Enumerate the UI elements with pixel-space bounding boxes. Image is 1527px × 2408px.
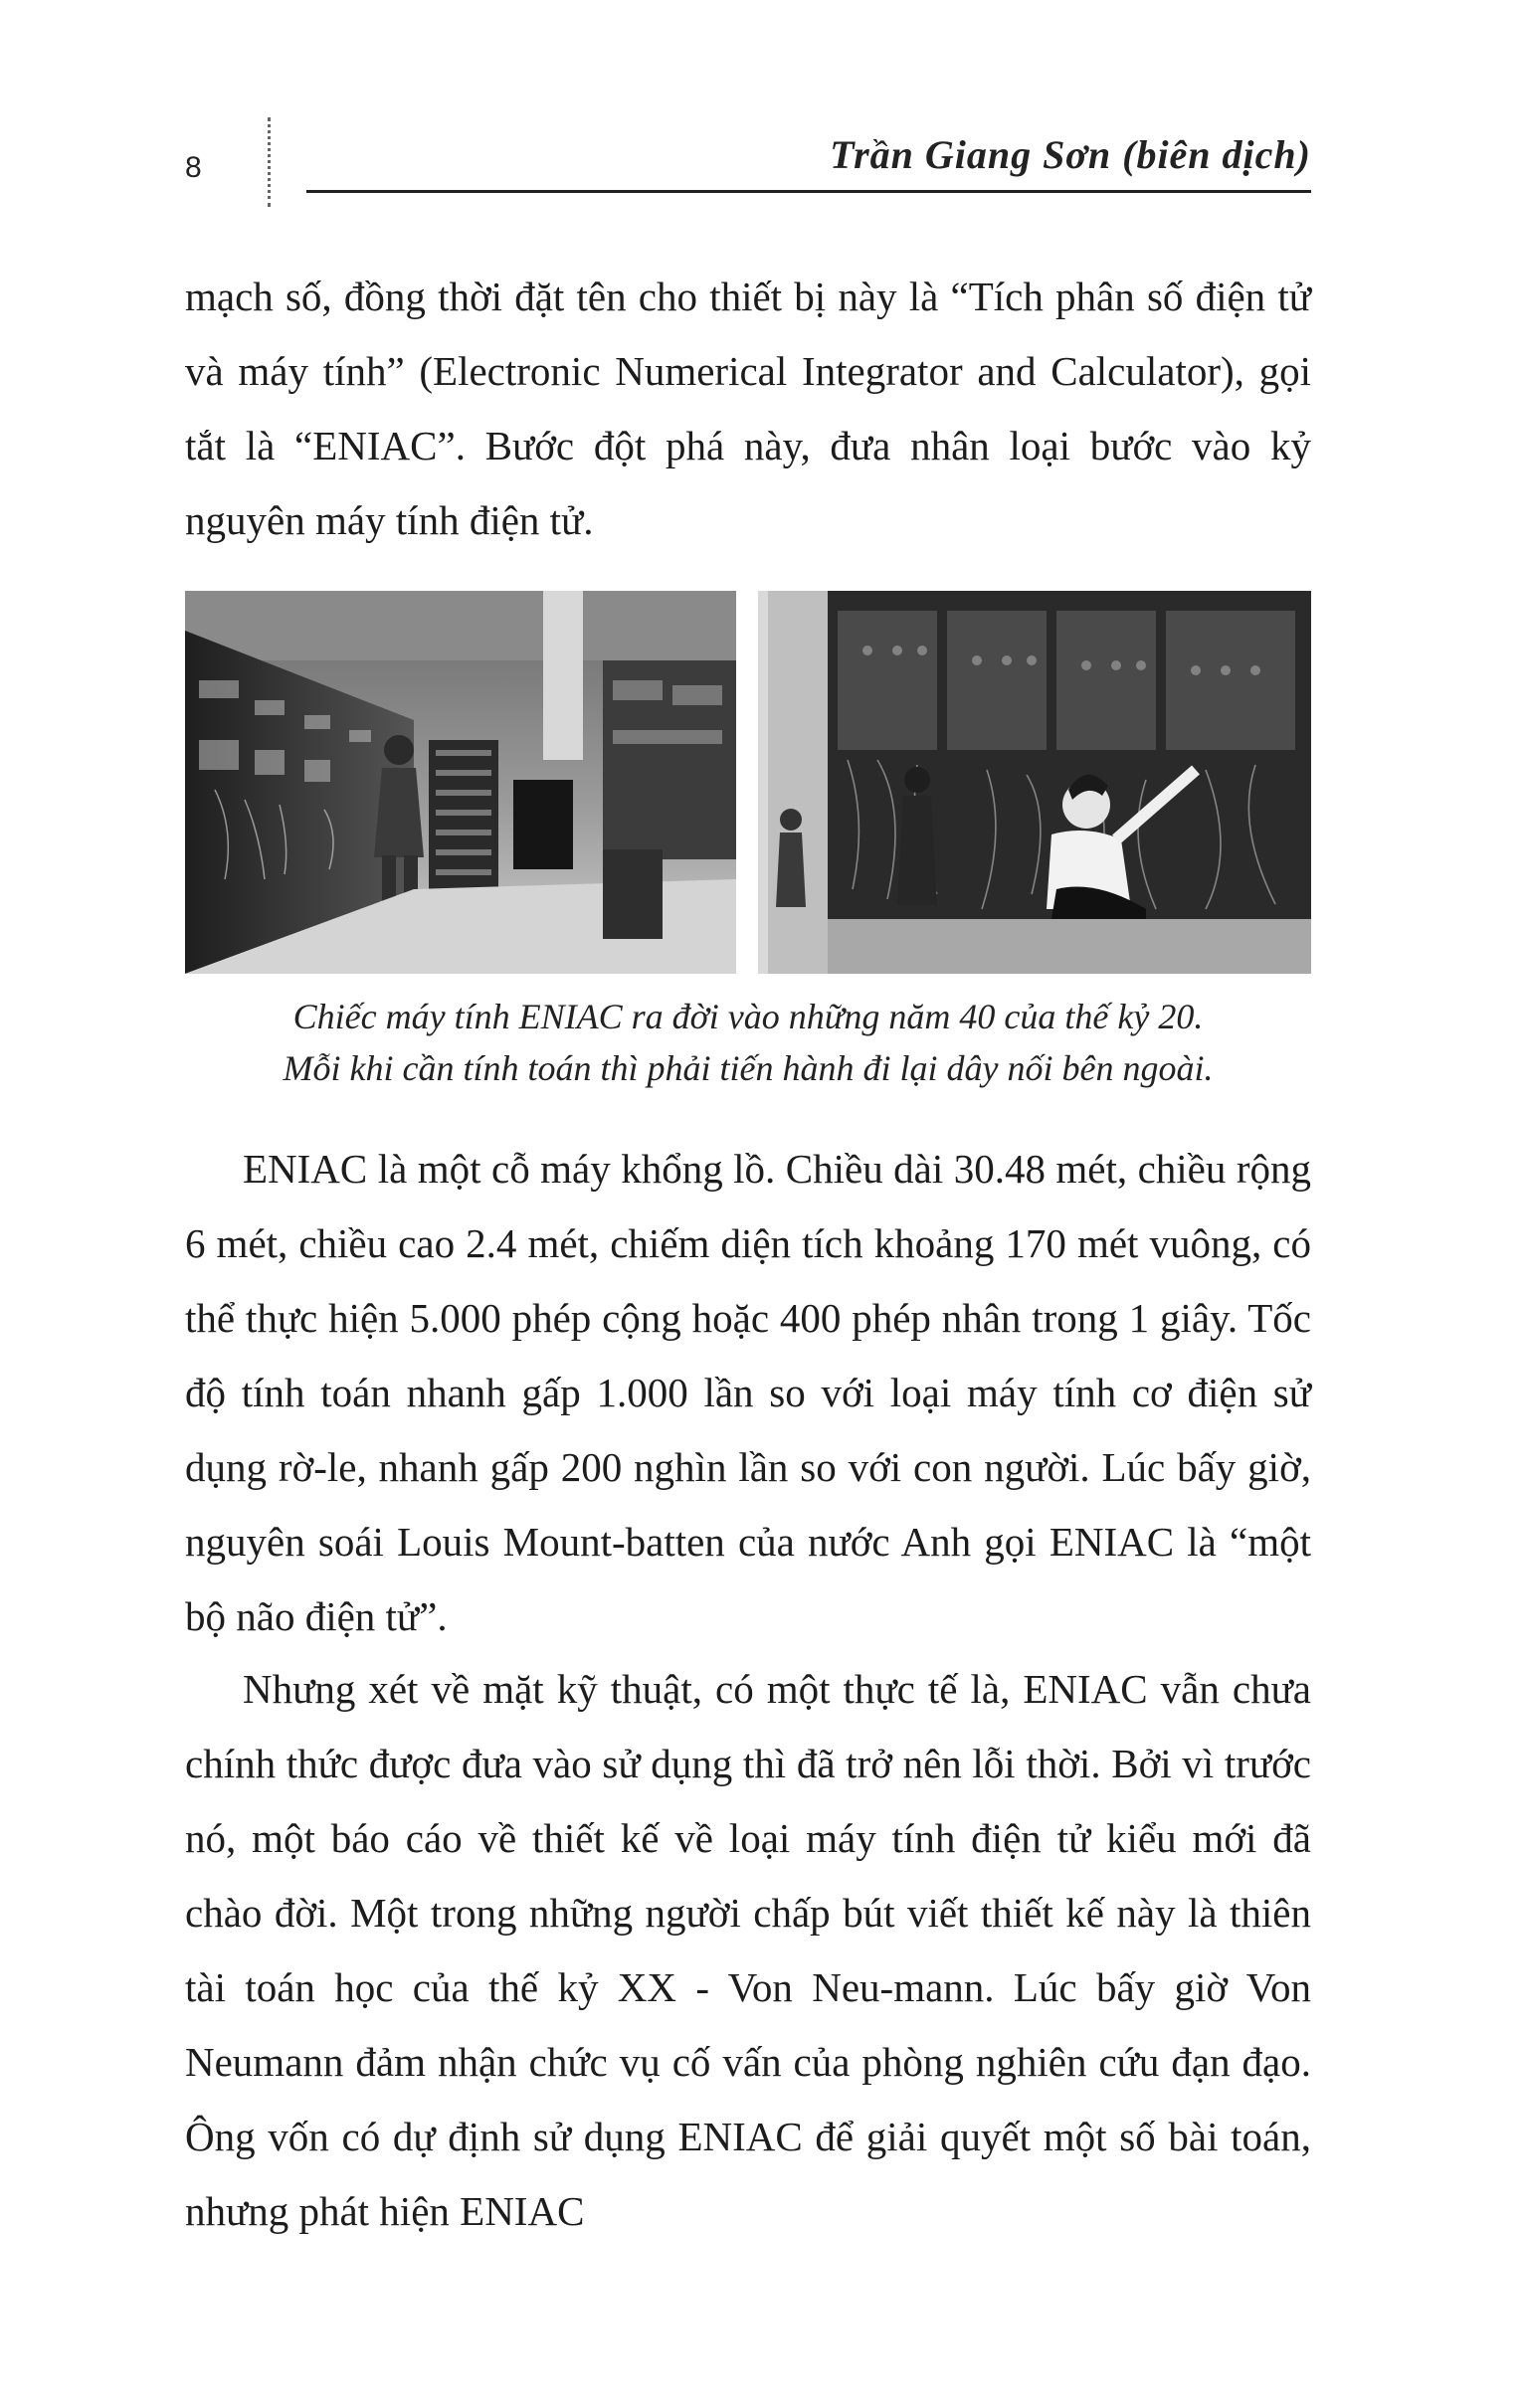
body-paragraph-1: mạch số, đồng thời đặt tên cho thiết bị này là “Tích phân số điện tử và máy tính” (Electronic Numerical Integrator and Calculator), gọi tắt là “ENIAC”. Bước đột phá này, đưa nhân loại bước vào kỷ nguyên máy tính điện tử.	[185, 274, 1311, 543]
figure-caption	[185, 991, 1311, 1094]
body-paragraph-2: ENIAC là một cỗ máy khổng lồ. Chiều dài 30.48 mét, chiều rộng 6 mét, chiều cao 2.4 mét, chiếm diện tích khoảng 170 mét vuông, có thể thực hiện 5.000 phép cộng hoặc 400 phép nhân trong 1 giây. Tốc độ tính toán nhanh gấp 1.000 lần so với loại máy tính cơ điện sử dụng rờ-le, nhanh gấp 200 nghìn lần so với con người. Lúc bấy giờ, nguyên soái Louis Mount-batten của nước Anh gọi ENIAC là “một bộ não điện tử”.	[185, 1146, 1311, 1639]
header-ornament	[268, 117, 275, 207]
page-number: 8	[185, 151, 202, 184]
eniac-operators-photo	[758, 591, 1311, 974]
eniac-room-photo	[185, 591, 736, 974]
body-paragraph-3: Nhưng xét về mặt kỹ thuật, có một thực tế là, ENIAC vẫn chưa chính thức được đưa vào sử dụng thì đã trở nên lỗi thời. Bởi vì trước nó, một báo cáo về thiết kế về loại máy tính điện tử kiểu mới đã chào đời. Một trong những người chấp bút viết thiết kế này là thiên tài toán học của thế kỷ XX - Von Neu-mann. Lúc bấy giờ Von Neumann đảm nhận chức vụ cố vấn của phòng nghiên cứu đạn đạo. Ông vốn có dự định sử dụng ENIAC để giải quyết một số bài toán, nhưng phát hiện ENIAC	[185, 1666, 1311, 2234]
caption-line-2: Mỗi khi cần tính toán thì phải tiến hành đi lại dây nối bên ngoài.	[283, 1048, 1214, 1088]
header-rule	[306, 190, 1311, 193]
caption-line-1: Chiếc máy tính ENIAC ra đời vào những năm 40 của thế kỷ 20.	[292, 997, 1204, 1036]
running-header-title: Trần Giang Sơn (biên dịch)	[830, 132, 1311, 177]
